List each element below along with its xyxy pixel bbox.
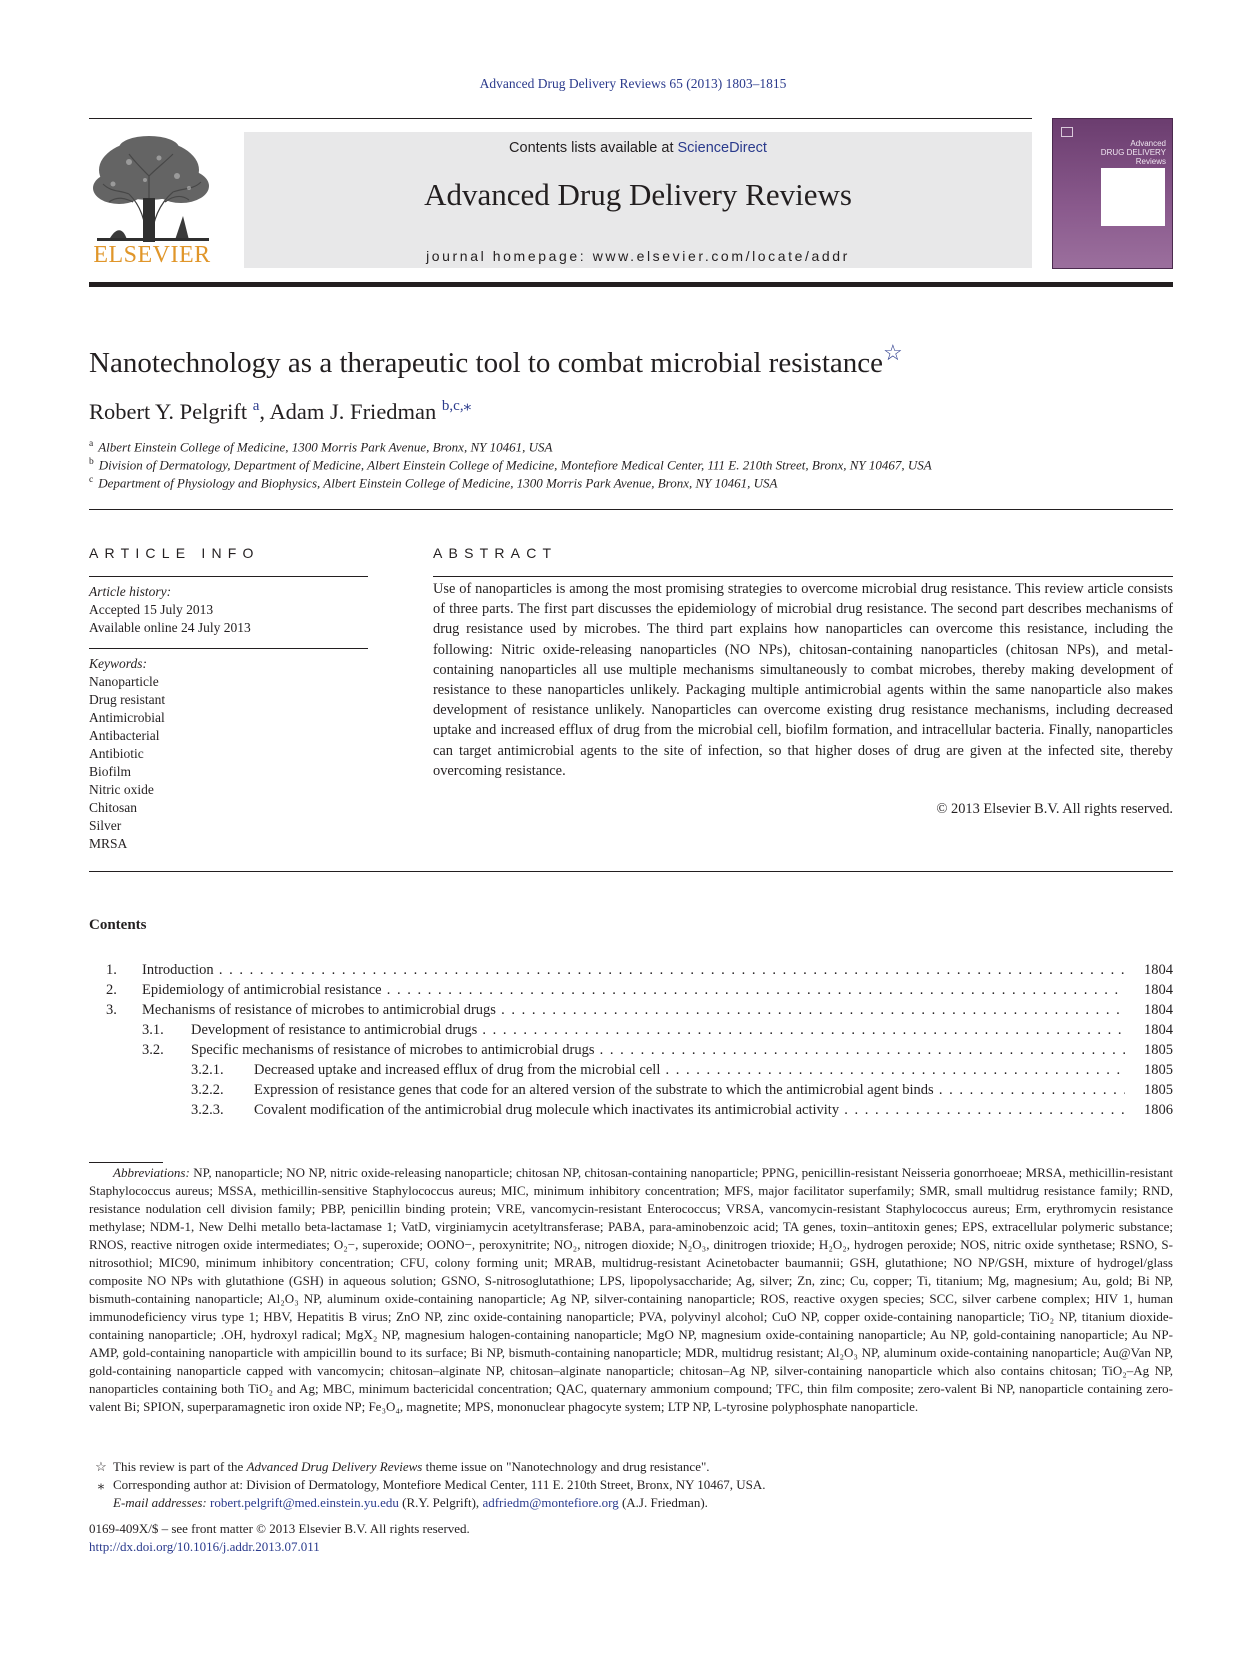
toc-page: 1805 [1144, 1082, 1173, 1098]
keywords-rule [89, 648, 368, 649]
abstract-rule [433, 576, 1173, 577]
toc-title[interactable]: Decreased uptake and increased efflux of drug from the microbial cell . . . [254, 1062, 1125, 1079]
toc-title[interactable]: Development of resistance to antimicrobial drugs . . . [191, 1022, 1125, 1039]
issn-line: 0169-409X/$ – see front matter © 2013 Elsevier B.V. All rights reserved. [89, 1521, 470, 1536]
abstract-text: Use of nanoparticles is among the most promising strategies to overcome microbial drug resistance. This review article consists of three parts. The first part discusses the epidemiology of microbial drug resistance. The second part describes mechanisms of drug resistance used by microbes. The third part explains how nanoparticles can overcome this resistance, including the following: Nitric oxide-releasing nanoparticles (NO NPs), chitosan-containing nanoparticles (chitosan NPs), and metal-containing nanoparticles all use multiple mechanisms simultaneously to combat microbes, thereby making development of resistance to these nanoparticles unlikely. Packaging multiple antimicrobial agents within the same nanoparticle also makes development of resistance unlikely. Nanoparticles can overcome existing drug resistance mechanisms, including decreased uptake and increased efflux of drug from the microbial cell, biofilm formation, and intracellular bacteria. Finally, nanoparticles can target antimicrobial agents to the site of infection, so that higher doses of drug are given at the infected site, thereby overcoming resistance. [433, 581, 1173, 779]
cover-logo-icon [1061, 127, 1073, 137]
author-separator: , [259, 399, 270, 424]
abstract-copyright: © 2013 Elsevier B.V. All rights reserved. [936, 801, 1173, 817]
email-link[interactable]: adfriedm@montefiore.org [482, 1495, 619, 1510]
corresponding-text: Corresponding author at: Division of Dermatology, Montefiore Medical Center, 111 E. 210th Street, Bronx, NY 10467, USA. [113, 1477, 766, 1492]
toc-title[interactable]: Covalent modification of the antimicrobial drug molecule which inactivates its antimicrobial activity . . . [254, 1102, 1125, 1119]
accepted-date: Accepted 15 July 2013 [89, 602, 214, 617]
article-history-label: Article history: [89, 584, 172, 599]
theme-text: theme issue on "Nanotechnology and drug resistance". [422, 1459, 710, 1474]
section-rule [89, 871, 1173, 872]
journal-banner [244, 132, 1032, 268]
abbreviations-footnote [89, 1164, 1173, 1416]
doi-link[interactable]: http://dx.doi.org/10.1016/j.addr.2013.07.011 [89, 1539, 320, 1554]
toc-entry[interactable] [89, 1102, 1173, 1122]
toc-page: 1805 [1144, 1042, 1173, 1058]
toc-number: 3.2.1. [191, 1062, 224, 1078]
toc-page: 1804 [1144, 1002, 1173, 1018]
toc-title[interactable]: Expression of resistance genes that code for an altered version of the substrate to which the antimicrobial agent binds . . . [254, 1082, 1125, 1099]
toc-number: 3.2. [142, 1042, 164, 1058]
contents-heading: Contents [89, 917, 147, 933]
toc-page: 1804 [1144, 982, 1173, 998]
theme-text: This review is part of the [113, 1459, 247, 1474]
elsevier-wordmark: ELSEVIER [93, 242, 211, 268]
article-title-text: Nanotechnology as a therapeutic tool to combat microbial resistance [89, 347, 884, 379]
email-owner: (A.J. Friedman). [618, 1495, 708, 1510]
abstract-heading: ABSTRACT [433, 545, 558, 561]
toc-number: 3.1. [142, 1022, 164, 1038]
keyword: Silver [89, 818, 122, 833]
toc-title[interactable]: Mechanisms of resistance of microbes to antimicrobial drugs . . . [142, 1002, 1125, 1019]
cover-title-line: DRUG DELIVERY [1100, 148, 1166, 157]
toc-number: 1. [106, 962, 117, 978]
keyword: Antibiotic [89, 746, 144, 761]
toc-title[interactable]: Specific mechanisms of resistance of microbes to antimicrobial drugs . . . [191, 1042, 1125, 1059]
keywords-list [89, 673, 165, 853]
elsevier-logo [89, 132, 215, 272]
header-thick-rule [89, 282, 1173, 287]
keywords-label: Keywords: [89, 656, 147, 671]
contents-available-line [244, 140, 1032, 156]
affiliation-link[interactable]: b,c, [441, 398, 464, 414]
footnote-star-icon: ☆ [95, 1459, 107, 1474]
footnote-rule [89, 1162, 163, 1163]
affiliation-label: b [89, 457, 94, 467]
title-footnote-star-icon[interactable]: ☆ [883, 340, 903, 365]
keyword: Nanoparticle [89, 674, 159, 689]
affiliation-text: Division of Dermatology, Department of Medicine, Albert Einstein College of Medicine, Montefiore Medical Center, 111 E. 210th Street, Bronx, NY 10467, USA [98, 457, 932, 473]
contents-available-text: Contents lists available at [509, 140, 678, 156]
toc-page: 1806 [1144, 1102, 1173, 1118]
corresponding-author-icon[interactable]: ⁎ [463, 398, 472, 414]
keyword: Nitric oxide [89, 782, 154, 797]
affiliation-link[interactable]: a [252, 398, 260, 414]
keyword: Drug resistant [89, 692, 166, 707]
cover-title [1086, 139, 1166, 166]
toc-entry[interactable] [89, 982, 1173, 1002]
journal-citation[interactable]: Advanced Drug Delivery Reviews 65 (2013) 1803–1815 [479, 76, 787, 91]
toc-page: 1805 [1144, 1062, 1173, 1078]
email-label: E-mail addresses: [113, 1495, 211, 1510]
theme-issue-footnote [89, 1458, 710, 1476]
cover-title-line: Advanced [1130, 139, 1166, 148]
keyword: Chitosan [89, 800, 138, 815]
abbreviations-text: NP, nanoparticle; NO NP, nitric oxide-releasing nanoparticle; chitosan NP, chitosan-containing nanoparticle; PPNG, penicillin-resistant Neisseria gonorrhoeae; MRSA, methicillin-resistant Staphylococcus aureus; MSSA, methicillin-sensitive Staphylococcus aureus; MIC, minimum inhibitory concentration; MFS, major facilitator superfamily; SMR, small multidrug resistance family; RND, resistance nodulation cell division family; PBP, penicillin binding protein; VRE, vancomycin-resistant Enterococcus; VRSA, vancomycin-resistant Staphylococcus aureus; Erm, erythromycin resistance methylase; NDM-1, New Delhi metallo beta-lactamase 1; VatD, virginiamycin acetyltransferase; PABA, para-aminobenzoic acid; TA genes, toxin–antitoxin genes; EPS, extracellular polymeric substance; RNOS, reactive nitrogen oxide intermediates; O₂−, superoxide; OONO−, peroxynitrite; NO₂, nitrogen dioxide; N₂O₃, dinitrogen trioxide; H₂O₂, hydrogen peroxide; NOS, nitric oxide synthetase; RSNO, S-nitrosothiol; MIC90, minimum inhibitory concentration; CFU, colony forming unit; MRAB, multidrug-resistant Acinetobacter baumannii; GSH, glutathione; NO NP/GSH, mixture of hydrogel/glass composite NO NPs with glutathione (GSH) in aqueous solution; GSNO, S-nitrosoglutathione; LPS, lipopolysaccharide; Ag, silver; Zn, zinc; Cu, copper; Ti, titanium; Mg, magnesium; Au, gold; Bi NP, bismuth-containing nanoparticle; Al₂O₃ NP, aluminum oxide-containing nanoparticle; Ag NP, silver-containing nanoparticle; ROS, reactive oxygen species; SCC, silver carbene complex; HIV 1, human immunodeficiency virus type 1; HBV, Hepatitis B virus; ZnO NP, zinc oxide-containing nanoparticle; PVA, polyvinyl alcohol; CuO NP, copper oxide-containing nanoparticle; TiO₂ NP, titanium dioxide-containing nanoparticle; .OH, hydroxyl radical; MgX₂ NP, magnesium halogen-containing nanoparticle; MgO NP, magnesium oxide-containing nanoparticle; Au NP, gold-containing nanoparticle; Au NP-AMP, gold-containing nanoparticle with ampicillin bound to its surface; Bi NP, bismuth-containing nanoparticle; MDR, multidrug resistant; Al₂O₃ NP, aluminum oxide-containing nanoparticle; Au@Van NP, gold-containing nanoparticle capped with vancomycin; chitosan–alginate NP, chitosan–alginate nanoparticle; chitosan–Ag NP, silver-containing nanoparticle which also contains chitosan; TiO₂–Ag NP, nanoparticles containing both TiO₂ and Ag; MBC, minimum bactericidal concentration; QAC, quaternary ammonium compound; TFC, thin film composite; zero-valent Bi NP, nanoparticle containing zero-valent Bi; SPION, superparamagnetic iron oxide NP; Fe₃O₄, magnetite; MPS, mononuclear phagocyte system; LTP NP, L-tyrosine polyphosphate nanoparticle. [89, 1165, 1173, 1414]
toc-entry[interactable] [89, 1002, 1173, 1022]
toc-entry[interactable] [89, 1042, 1173, 1062]
keyword: Antibacterial [89, 728, 160, 743]
toc-number: 3.2.2. [191, 1082, 224, 1098]
journal-name: Advanced Drug Delivery Reviews [424, 177, 852, 212]
corresponding-asterisk-icon: ⁎ [97, 1477, 105, 1492]
affiliation-label: a [89, 439, 94, 449]
affiliation-text: Department of Physiology and Biophysics, Albert Einstein College of Medicine, 1300 Morris Park Avenue, Bronx, NY 10461, USA [98, 475, 778, 491]
abbreviations-label: Abbreviations: [113, 1165, 190, 1180]
toc-title[interactable]: Introduction . . . [142, 962, 1125, 979]
cover-title-line: Reviews [1135, 157, 1166, 166]
theme-journal: Advanced Drug Delivery Reviews [246, 1459, 423, 1474]
author-name: Robert Y. Pelgrift [89, 399, 248, 424]
toc-entry[interactable] [89, 962, 1173, 982]
keyword: MRSA [89, 836, 128, 851]
toc-number: 3.2.3. [191, 1102, 224, 1118]
journal-cover-thumbnail [1052, 118, 1173, 269]
online-date: Available online 24 July 2013 [89, 620, 251, 635]
affiliation-text: Albert Einstein College of Medicine, 1300 Morris Park Avenue, Bronx, NY 10461, USA [98, 439, 553, 455]
toc-page: 1804 [1144, 962, 1173, 978]
keyword: Biofilm [89, 764, 132, 779]
toc-number: 2. [106, 982, 117, 998]
affiliation [89, 439, 552, 455]
keyword: Antimicrobial [89, 710, 165, 725]
toc-entry[interactable] [89, 1022, 1173, 1042]
article-title-block [89, 340, 1173, 380]
affiliation-label: c [89, 475, 94, 485]
sciencedirect-link[interactable]: ScienceDirect [677, 140, 767, 156]
article-info-heading: ARTICLE INFO [89, 545, 260, 561]
toc-entry[interactable] [89, 1062, 1173, 1082]
article-title [89, 340, 1173, 380]
toc-number: 3. [106, 1002, 117, 1018]
journal-homepage[interactable]: journal homepage: www.elsevier.com/locate/addr [426, 248, 850, 264]
corresponding-author-footnote [89, 1476, 766, 1494]
email-owner: (R.Y. Pelgrift), [398, 1495, 483, 1510]
toc-title[interactable]: Epidemiology of antimicrobial resistance . . . [142, 982, 1125, 999]
affiliation [89, 475, 778, 491]
toc-entry[interactable] [89, 1082, 1173, 1102]
toc-page: 1804 [1144, 1022, 1173, 1038]
affiliation [89, 457, 932, 473]
email-footnote [89, 1494, 708, 1512]
header-rule [89, 118, 1032, 119]
author-list [89, 396, 471, 425]
author-name: Adam J. Friedman [269, 399, 437, 424]
section-rule [89, 509, 1173, 510]
article-info-rule [89, 576, 368, 577]
cover-image-box [1101, 168, 1165, 226]
email-link[interactable]: robert.pelgrift@med.einstein.yu.edu [210, 1495, 399, 1510]
